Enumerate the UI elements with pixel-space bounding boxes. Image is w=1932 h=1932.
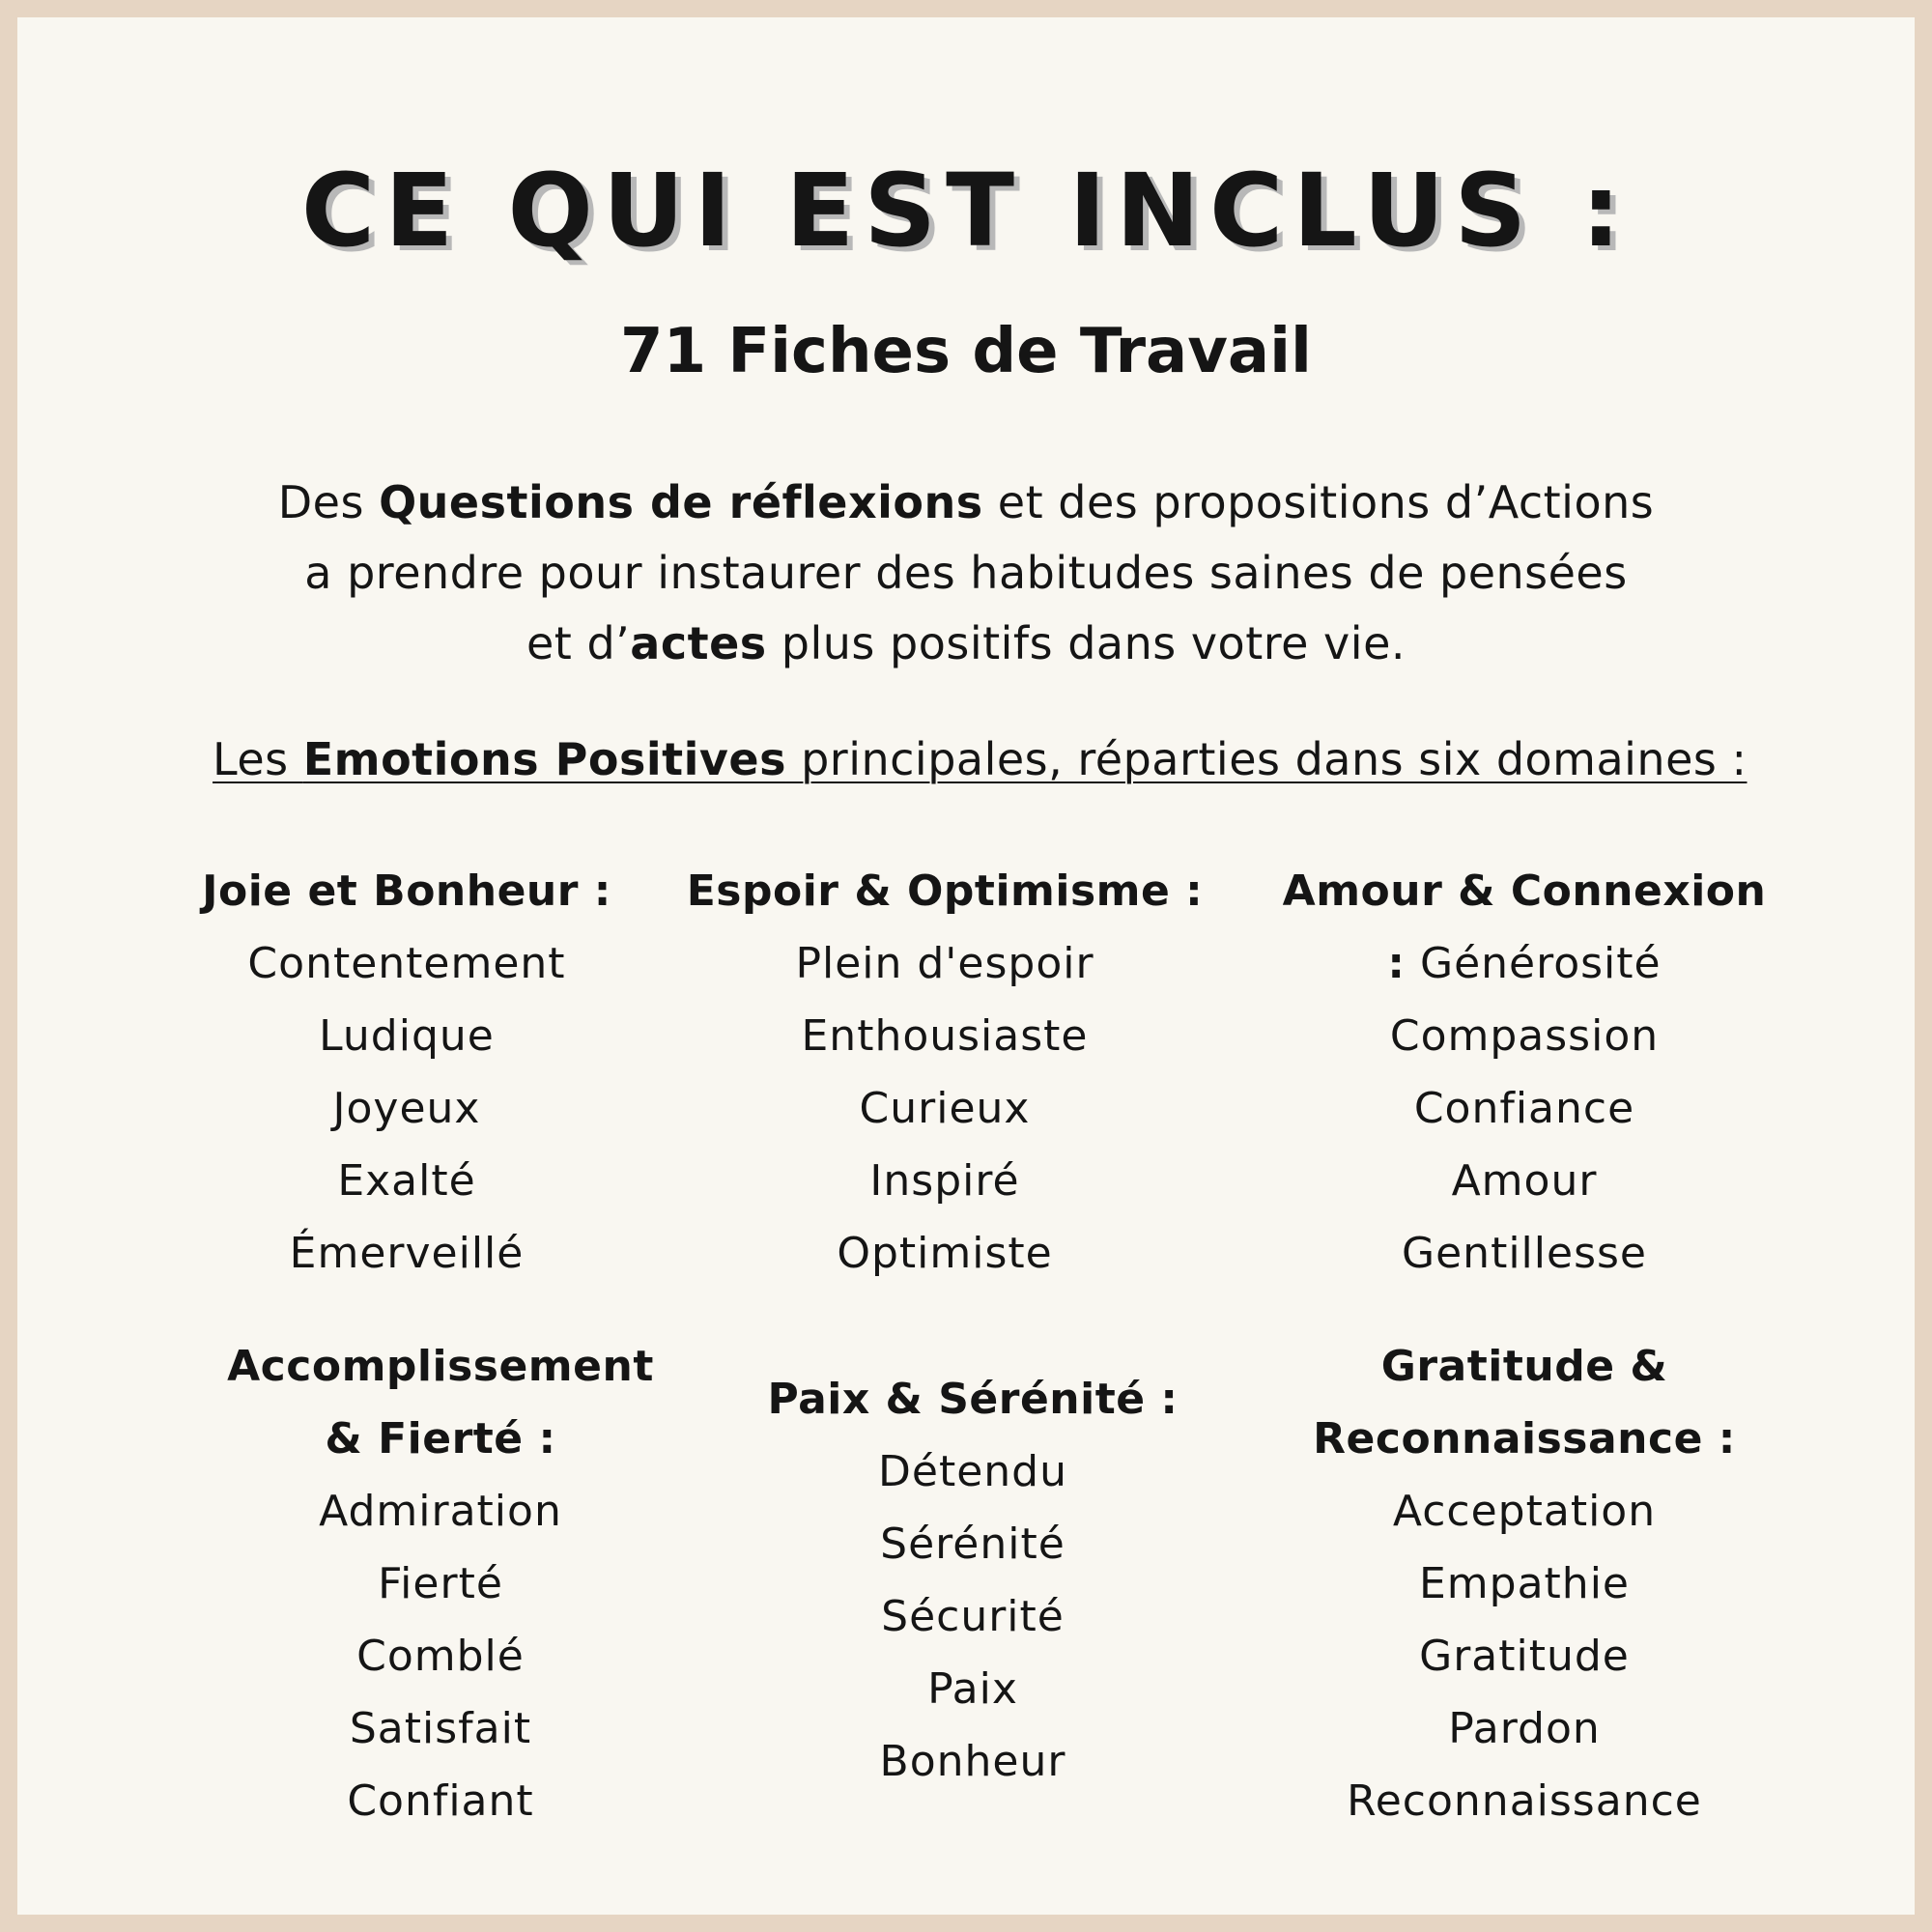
intro-text: plus positifs dans votre vie. — [766, 617, 1406, 669]
emotion-item: Pardon — [1448, 1704, 1601, 1753]
emotion-item: Amour — [1451, 1156, 1598, 1206]
emotion-item: Détendu — [878, 1447, 1067, 1496]
emotion-item: Émerveillé — [289, 1229, 525, 1278]
domains-text: principales, réparties dans six domaines : — [785, 733, 1747, 785]
emotion-item: Admiration — [319, 1487, 562, 1536]
emotion-item: Paix — [927, 1664, 1018, 1714]
intro-line-1 — [17, 468, 1915, 538]
emotion-item: Compassion — [1389, 1011, 1660, 1061]
emotion-item: Comblé — [356, 1632, 525, 1681]
domains-text: Les — [213, 733, 303, 785]
group-heading: Gratitude & — [1380, 1342, 1668, 1391]
intro-line-3 — [17, 609, 1915, 679]
emotion-item: Joyeux — [332, 1084, 481, 1133]
emotion-item: Confiance — [1413, 1084, 1635, 1133]
group-heading: Joie et Bonheur : — [202, 867, 611, 916]
emotion-item: Curieux — [859, 1084, 1031, 1133]
emotion-item: Acceptation — [1392, 1487, 1657, 1536]
intro-paragraph — [17, 468, 1915, 679]
emotion-item: Fierté — [378, 1559, 503, 1608]
emotion-item: Reconnaissance — [1347, 1776, 1702, 1826]
emotion-item: Gentillesse — [1402, 1229, 1647, 1278]
emotion-group-amour — [1254, 855, 1795, 1290]
emotion-group-accomplissement — [209, 1330, 672, 1837]
heading-colon: : — [1387, 939, 1406, 988]
group-heading: & Fierté : — [325, 1414, 556, 1463]
intro-bold-text: actes — [630, 617, 767, 669]
emotion-item: Ludique — [319, 1011, 495, 1061]
emotion-item: Contentement — [247, 939, 566, 988]
domains-bold-text: Emotions Positives — [302, 733, 786, 785]
group-heading: Reconnaissance : — [1313, 1414, 1736, 1463]
emotion-item: Sécurité — [881, 1592, 1065, 1641]
page-subtitle: 71 Fiches de Travail — [620, 316, 1312, 387]
emotion-item: Gratitude — [1419, 1632, 1630, 1681]
intro-text: et des propositions d’Actions — [982, 476, 1655, 528]
emotion-item-first — [1254, 927, 1795, 1000]
emotion-item: Sérénité — [880, 1520, 1065, 1569]
emotion-item: Confiant — [347, 1776, 534, 1826]
emotion-group-paix — [751, 1363, 1195, 1798]
emotion-group-espoir — [674, 855, 1215, 1290]
page-title: CE QUI EST INCLUS : — [300, 152, 1632, 270]
emotion-item: Satisfait — [349, 1704, 532, 1753]
intro-text: et d’ — [526, 617, 631, 669]
domains-intro-line — [213, 732, 1747, 786]
emotion-item: Générosité — [1405, 939, 1662, 988]
emotion-item: Optimiste — [837, 1229, 1053, 1278]
emotion-item: Enthousiaste — [801, 1011, 1089, 1061]
emotion-item: Inspiré — [869, 1156, 1020, 1206]
group-heading: Amour & Connexion — [1282, 867, 1767, 916]
intro-bold-text: Questions de réflexions — [379, 476, 983, 528]
page-sheet — [17, 17, 1915, 1915]
emotion-group-gratitude — [1264, 1330, 1785, 1837]
intro-line-2: a prendre pour instaurer des habitudes saines de pensées — [304, 547, 1628, 599]
intro-text: Des — [277, 476, 380, 528]
group-heading: Paix & Sérénité : — [767, 1375, 1179, 1424]
group-heading: Espoir & Optimisme : — [686, 867, 1204, 916]
group-heading: Accomplissement — [227, 1342, 654, 1391]
emotion-item: Empathie — [1419, 1559, 1630, 1608]
emotion-item: Exalté — [337, 1156, 476, 1206]
emotion-item: Bonheur — [879, 1737, 1066, 1786]
emotion-item: Plein d'espoir — [795, 939, 1094, 988]
emotion-group-joie — [194, 855, 619, 1290]
